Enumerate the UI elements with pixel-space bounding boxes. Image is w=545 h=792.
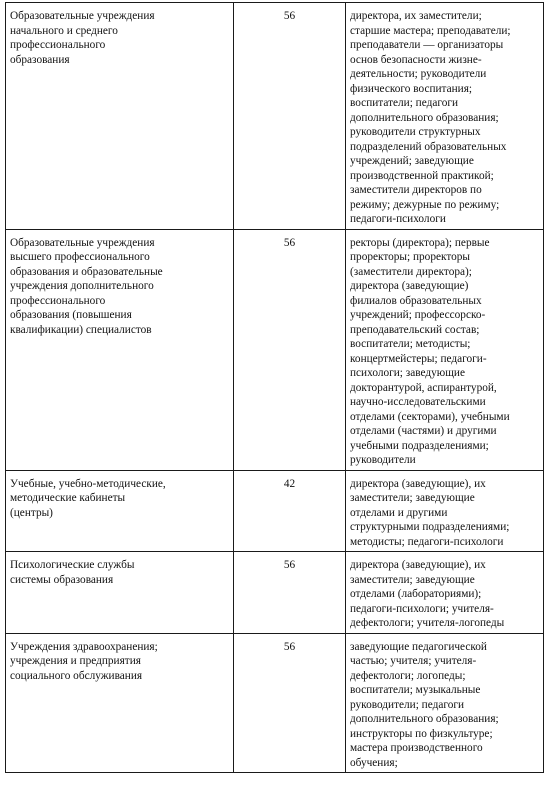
- positions-cell: [346, 552, 544, 634]
- table-row: [6, 633, 544, 773]
- position-line: воспитатели; педагоги: [350, 97, 459, 109]
- institution-line: профессионального: [10, 39, 106, 51]
- institution-line: профессионального: [10, 294, 106, 307]
- position-line: заместители; заведующие: [350, 492, 475, 504]
- positions-cell: [346, 633, 544, 773]
- table-row: [6, 3, 544, 230]
- position-line: дефектологи; учителя-логопеды: [350, 617, 505, 629]
- position-line: воспитатели; методисты;: [350, 338, 471, 350]
- position-line: (заместители директора);: [350, 265, 472, 278]
- value-text: 56: [283, 640, 296, 653]
- position-line: физического воспитания;: [350, 82, 473, 95]
- position-line: педагоги-психологи: [350, 213, 446, 225]
- institution-line: методические кабинеты: [10, 492, 126, 504]
- table-row: [6, 552, 544, 634]
- positions-cell: [346, 3, 544, 230]
- value-cell: [234, 229, 346, 470]
- position-line: психологи; заведующие: [350, 367, 465, 379]
- positions-cell: [346, 470, 544, 552]
- position-line: основ безопасности жизне-: [350, 53, 482, 66]
- value-cell: [234, 552, 346, 634]
- position-line: обучения;: [350, 756, 398, 769]
- institution-line: Образовательные учреждения: [10, 236, 155, 249]
- position-line: отделами (частями) и другими: [350, 425, 497, 437]
- position-line: заместители; заведующие: [350, 573, 475, 586]
- position-line: воспитатели; музыкальные: [350, 684, 481, 696]
- position-line: частью; учителя; учителя-: [350, 655, 477, 667]
- table-row: [6, 229, 544, 470]
- position-line: руководители: [350, 454, 416, 466]
- institution-cell: [6, 552, 234, 634]
- institution-cell: [6, 229, 234, 470]
- positions-cell: [346, 229, 544, 470]
- position-line: учреждений; профессорско-: [350, 309, 486, 321]
- value-cell: [234, 3, 346, 230]
- institution-line: высшего профессионального: [10, 251, 150, 263]
- institution-line: образования и образовательные: [10, 265, 163, 278]
- position-line: учебными подразделениями;: [350, 439, 489, 452]
- position-line: инструкторы по физкультуре;: [350, 727, 493, 740]
- institution-line: Психологические службы: [10, 559, 135, 571]
- position-line: дополнительного образования;: [350, 713, 499, 725]
- position-line: подразделений образовательных: [350, 140, 507, 153]
- position-line: директора (заведующие): [350, 280, 469, 292]
- institution-line: образования: [10, 53, 70, 66]
- institution-line: системы образования: [10, 573, 114, 586]
- position-line: заместители директоров по: [350, 184, 482, 196]
- table-body: [6, 3, 544, 773]
- position-line: преподавательский состав;: [350, 323, 480, 336]
- position-line: ректоры (директора); первые: [350, 236, 490, 249]
- value-cell: [234, 633, 346, 773]
- institution-line: образования (повышения: [10, 309, 132, 321]
- position-line: директора, их заместители;: [350, 10, 482, 22]
- institution-line: Учреждения здравоохранения;: [10, 640, 158, 653]
- institution-line: квалификации) специалистов: [10, 323, 152, 336]
- position-line: методисты; педагоги-психологи: [350, 535, 504, 548]
- institution-cell: [6, 633, 234, 773]
- position-line: руководители; педагоги: [350, 698, 465, 711]
- institution-line: учреждения и предприятия: [10, 655, 141, 667]
- value-text: 42: [283, 477, 296, 490]
- institution-line: Учебные, учебно-методические,: [10, 477, 166, 490]
- position-line: директора (заведующие), их: [350, 559, 486, 571]
- institution-line: начального и среднего: [10, 24, 118, 37]
- institution-cell: [6, 470, 234, 552]
- institution-line: (центры): [10, 506, 53, 519]
- institution-line: Образовательные учреждения: [10, 10, 155, 22]
- position-line: дополнительного образования;: [350, 111, 499, 124]
- position-line: концертмейстеры; педагоги-: [350, 352, 487, 365]
- value-text: 56: [283, 236, 296, 249]
- table-row: [6, 470, 544, 552]
- position-line: производственной практикой;: [350, 169, 494, 182]
- position-line: отделами (лабораториями);: [350, 588, 482, 600]
- value-text: 56: [283, 10, 296, 22]
- position-line: научно-исследовательскими: [350, 396, 486, 408]
- position-line: дефектологи; логопеды;: [350, 669, 466, 682]
- position-line: отделами (секторами), учебными: [350, 410, 510, 423]
- position-line: директора (заведующие), их: [350, 477, 486, 490]
- position-line: филиалов образовательных: [350, 294, 482, 307]
- position-line: заведующие педагогической: [350, 640, 487, 653]
- position-line: структурными подразделениями;: [350, 521, 510, 533]
- position-line: отделами и другими: [350, 506, 448, 519]
- value-text: 56: [283, 559, 296, 571]
- position-line: деятельности; руководители: [350, 68, 487, 80]
- vacation-table: [5, 2, 544, 773]
- value-cell: [234, 470, 346, 552]
- position-line: старшие мастера; преподаватели;: [350, 24, 511, 37]
- position-line: руководители структурных: [350, 126, 481, 138]
- institution-line: учреждения дополнительного: [10, 280, 154, 292]
- position-line: преподаватели — организаторы: [350, 39, 504, 51]
- position-line: режиму; дежурные по режиму;: [350, 198, 500, 211]
- institution-line: социального обслуживания: [10, 669, 143, 682]
- position-line: мастера производственного: [350, 742, 483, 754]
- position-line: педагоги-психологи; учителя-: [350, 602, 494, 615]
- position-line: учреждений; заведующие: [350, 155, 474, 167]
- institution-cell: [6, 3, 234, 230]
- position-line: проректоры; проректоры: [350, 251, 471, 263]
- position-line: докторантурой, аспирантурой,: [350, 381, 497, 394]
